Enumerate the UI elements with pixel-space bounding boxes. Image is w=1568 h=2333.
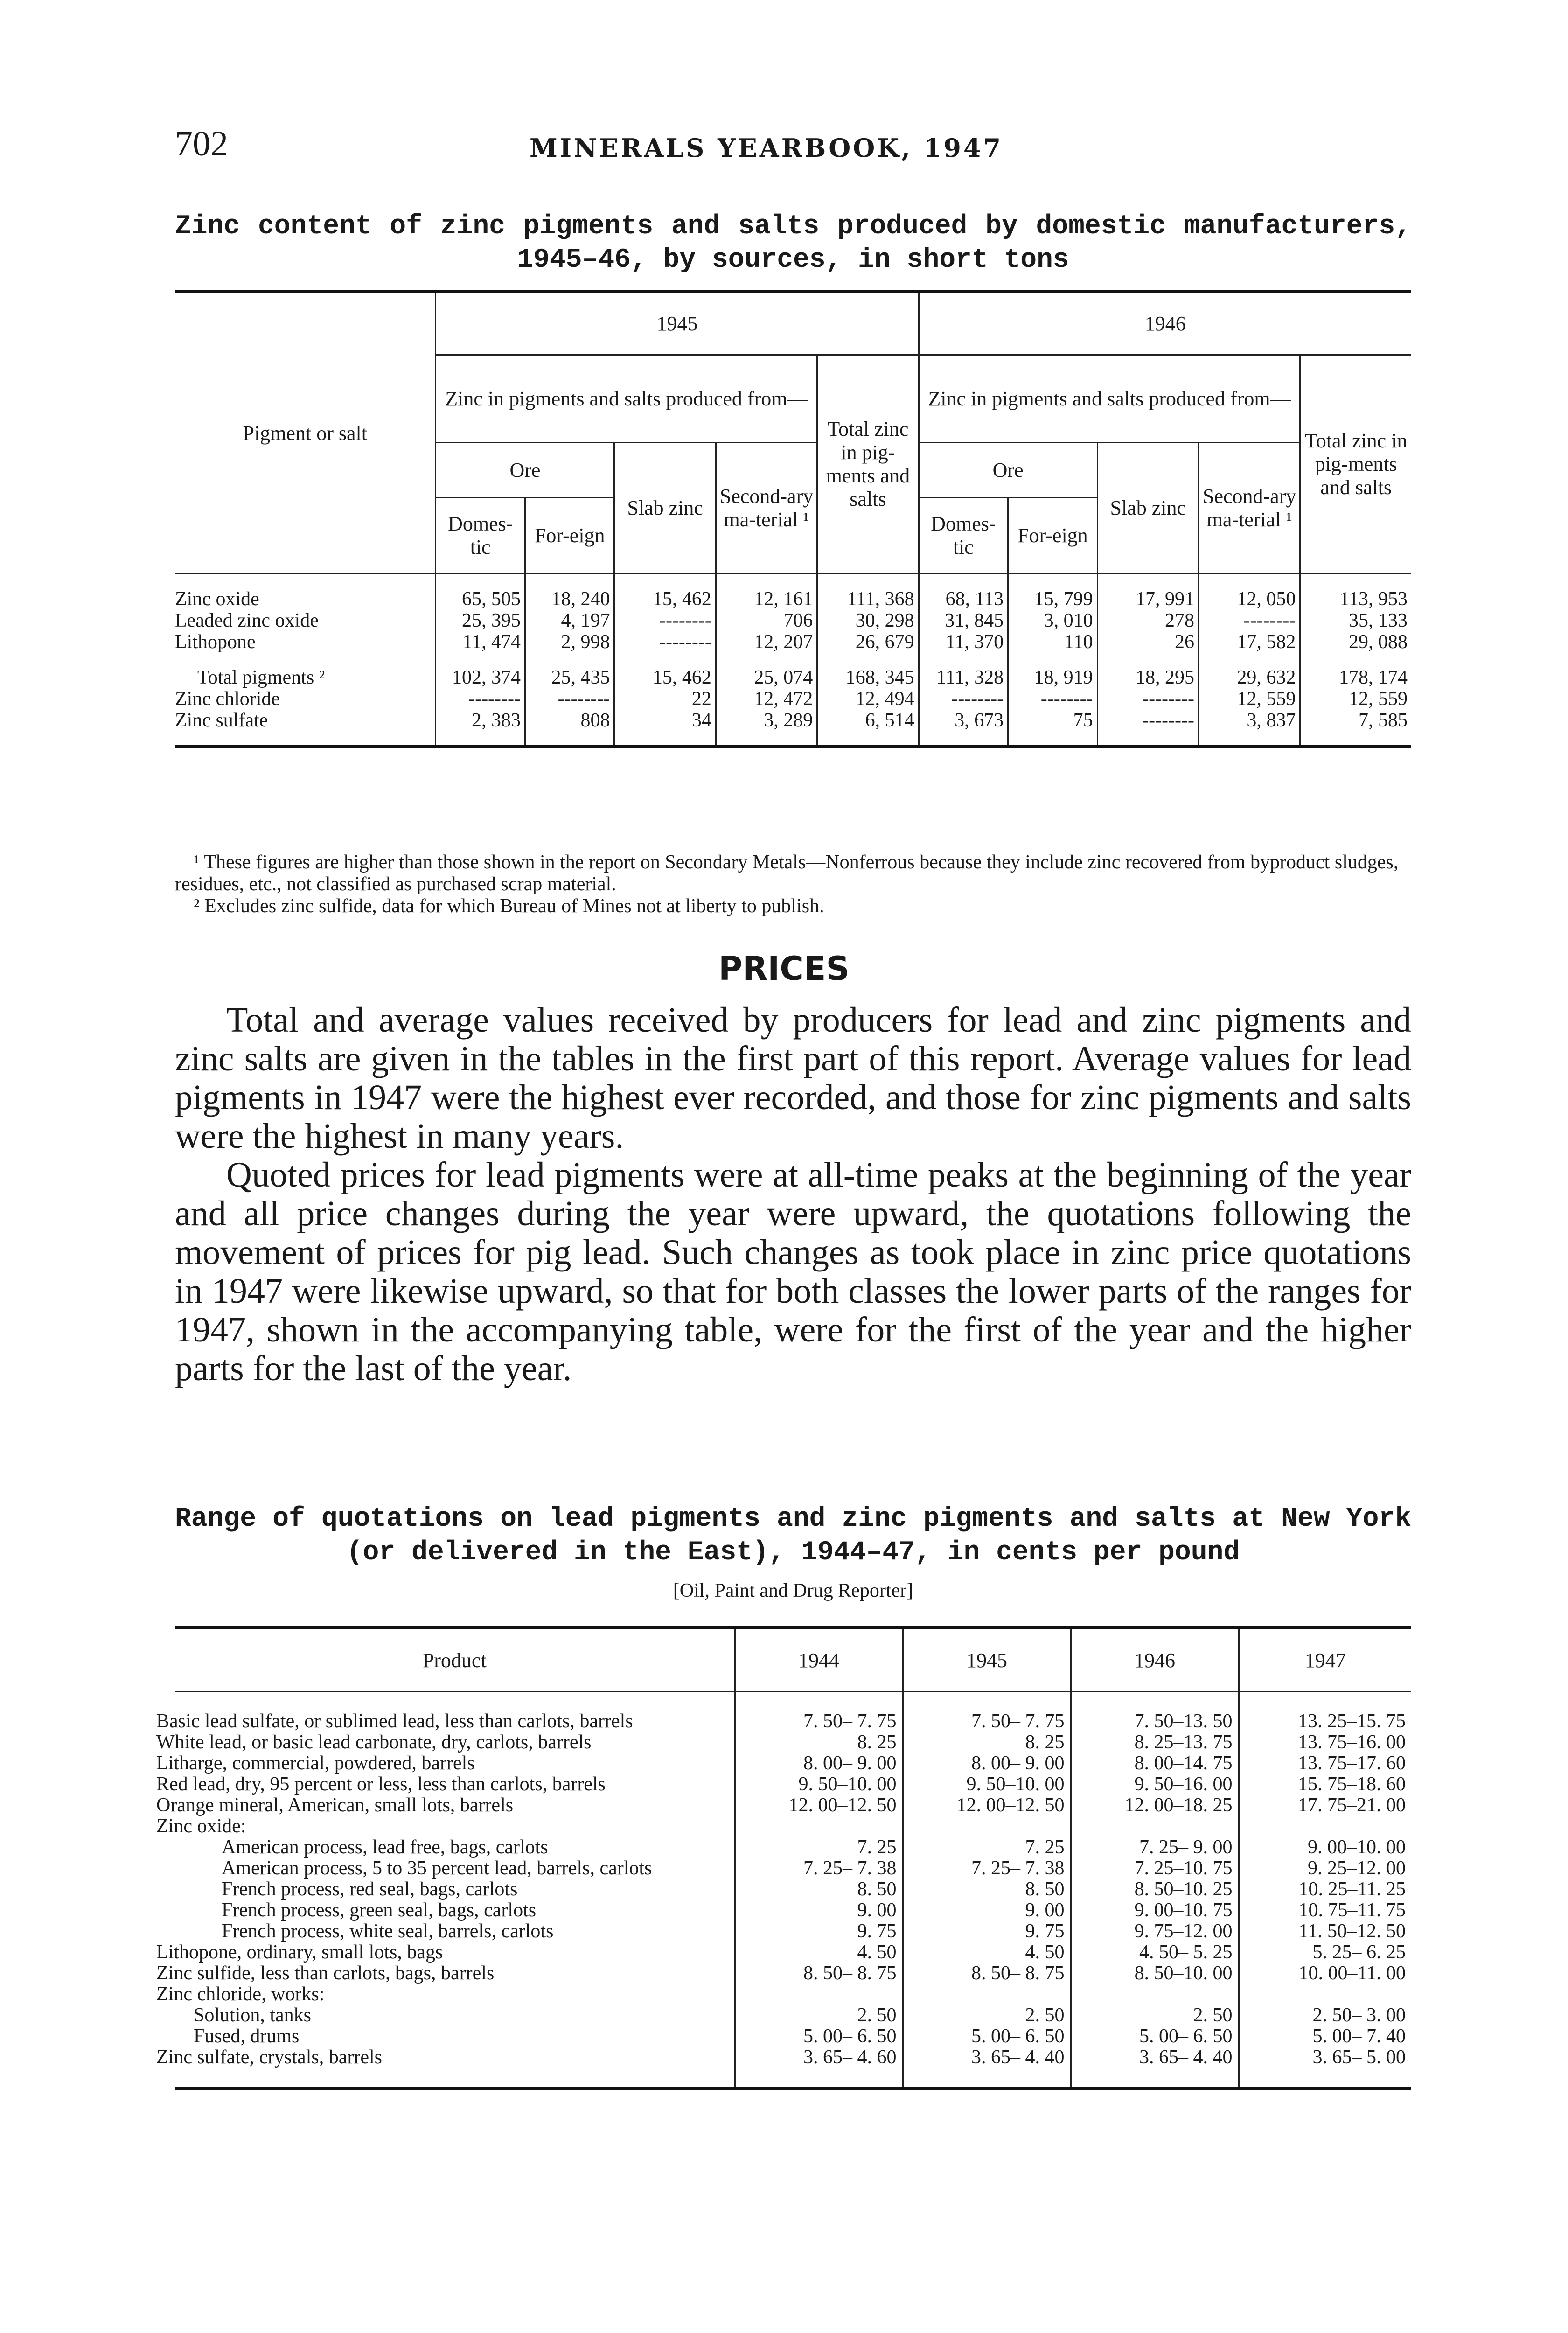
table-row [175,1963,1411,1984]
row-label: Zinc oxide [175,588,436,610]
table-row [175,1858,1411,1879]
price-cell: 8. 25 [735,1732,903,1753]
table-row [175,1816,1411,1837]
price-cell: 13. 75–17. 60 [1298,1753,1406,1774]
price-cell: 11. 50–12. 50 [1298,1921,1406,1942]
product-header: Product [175,1628,735,1692]
table-cell: 25, 074 [716,667,817,688]
price-cell: 15. 75–18. 60 [1298,1774,1406,1795]
table-row [175,2005,1411,2026]
table-cell: 4, 197 [525,610,614,631]
price-cell: 12. 00–12. 50 [903,1795,1071,1816]
table-row [175,2047,1411,2089]
table-cell: 18, 295 [1097,667,1199,688]
paragraph-2: Quoted prices for lead pigments were at all-time peaks at the beginning of the year and all price changes during the year were upward, the quotations following the movement of prices for pig lead. Such changes as took place in zinc price quotations in 1947 were likewise upward, so that for both classes the lower parts of the ranges for 1947, shown in the accompanying table, were for the first of the year and the higher parts for the last of the year. [175,1155,1411,1388]
table-cell: 111, 328 [919,667,1008,688]
price-cell: 5. 00– 6. 50 [903,2026,1071,2047]
table-cell: 34 [614,710,716,747]
price-cell: 9. 50–10. 00 [903,1774,1071,1795]
table-cell: 178, 174 [1339,667,1408,688]
price-cell: 7. 25 [903,1837,1071,1858]
secondary-header-1946: Second-ary ma-terial ¹ [1199,443,1300,574]
row-label: Leaded zinc oxide [175,610,436,631]
table-row [175,1984,1411,2005]
table-cell: -------- [919,688,1008,710]
row-label: Total pigments ² [175,667,436,688]
price-cell: 8. 00– 9. 00 [903,1753,1071,1774]
page-header [175,124,1411,170]
price-cell: 9. 75–12. 00 [1071,1921,1239,1942]
table-row [175,1837,1411,1858]
table-cell: 35, 133 [1349,610,1408,631]
table-cell: 168, 345 [817,667,919,688]
table-cell: 30, 298 [817,610,919,631]
product-name: Lithopone, ordinary, small lots, bags [175,1942,735,1963]
table-cell: 12, 161 [716,588,817,610]
table-cell: 22 [614,688,716,710]
price-cell: 4. 50 [903,1942,1071,1963]
price-cell: 12. 00–18. 25 [1071,1795,1239,1816]
price-cell: 8. 50 [903,1879,1071,1900]
table2-caption-line2: (or delivered in the East), 1944–47, in cents per pound [346,1537,1240,1568]
table-row [175,688,1411,710]
table-cell: 17, 991 [1097,588,1199,610]
table-cell: 3, 673 [919,710,1008,747]
table-cell: 3, 010 [1008,610,1098,631]
price-cell: 9. 00–10. 75 [1071,1900,1239,1921]
spacer-row [175,574,1411,589]
table1-caption-line1: Zinc content of zinc pigments and salts produced by domestic manufacturers, [175,211,1411,242]
table2-caption-line1: Range of quotations on lead pigments and zinc pigments and salts at New York [175,1504,1411,1534]
table-cell: -------- [1097,688,1199,710]
price-cell: 3. 65– 4. 40 [1071,2047,1239,2089]
table-cell: -------- [614,631,716,653]
price-cell: 8. 25–13. 75 [1071,1732,1239,1753]
price-cell: 13. 25–15. 75 [1298,1711,1406,1732]
price-cell [1239,1816,1411,1837]
product-name: American process, 5 to 35 percent lead, barrels, carlots [175,1858,735,1879]
table-row [175,1732,1411,1753]
price-cell: 9. 50–16. 00 [1071,1774,1239,1795]
table-cell: 12, 050 [1199,588,1300,610]
price-cell: 7. 50–13. 50 [1071,1692,1239,1732]
price-cell [1071,1984,1239,2005]
row-label: Zinc sulfate [175,710,436,747]
product-name: Basic lead sulfate, or sublimed lead, less than carlots, barrels [175,1692,735,1732]
table-cell: 68, 113 [919,588,1008,610]
slab-header-1946: Slab zinc [1097,443,1199,574]
product-name: Zinc sulfate, crystals, barrels [175,2047,735,2089]
product-name: Zinc oxide: [175,1816,735,1837]
price-cell: 10. 25–11. 25 [1298,1879,1406,1900]
table-cell: 15, 799 [1008,588,1098,610]
price-cell: 10. 75–11. 75 [1298,1900,1406,1921]
price-cell: 13. 75–16. 00 [1298,1732,1406,1753]
price-cell: 7. 25–10. 75 [1071,1858,1239,1879]
price-cell: 7. 25 [735,1837,903,1858]
table-cell: 25, 435 [525,667,614,688]
table-cell: -------- [1097,710,1199,747]
price-cell: 9. 75 [903,1921,1071,1942]
table-cell: 15, 462 [614,667,716,688]
price-cell: 9. 00 [903,1900,1071,1921]
domestic-header-1946: Domes-tic [919,498,1008,574]
table-cell: 29, 088 [1349,631,1408,653]
table2-source: [Oil, Paint and Drug Reporter] [673,1580,913,1601]
table-cell: 12, 494 [817,688,919,710]
year-1945-header: 1945 [436,292,919,355]
stub-header: Pigment or salt [175,292,436,574]
table-row [175,1753,1411,1774]
running-title: MINERALS YEARBOOK, 1947 [530,133,1004,163]
page-number: 702 [175,124,228,163]
price-cell: 7. 50– 7. 75 [903,1692,1071,1732]
table-cell: 113, 953 [1339,588,1408,610]
table-cell: -------- [525,688,614,710]
price-cell: 9. 00 [735,1900,903,1921]
foreign-header-1946: For-eign [1008,498,1098,574]
table-cell: 11, 474 [436,631,525,653]
table-cell: 102, 374 [436,667,525,688]
table-row [175,1774,1411,1795]
price-cell: 5. 00– 6. 50 [1071,2026,1239,2047]
product-name: Fused, drums [175,2026,735,2047]
price-cell: 9. 00–10. 00 [1308,1837,1406,1858]
table-cell: 2, 383 [436,710,525,747]
zinc-content-table [175,290,1411,748]
year-1947-header: 1947 [1239,1628,1411,1692]
table1-footnotes [175,852,1411,917]
table-cell: -------- [1199,610,1300,631]
table-cell: 12, 559 [1199,688,1300,710]
table-row [175,1942,1411,1963]
table-cell: 26, 679 [817,631,919,653]
spacer-row [175,653,1411,667]
price-cell: 8. 25 [903,1732,1071,1753]
table-cell: 15, 462 [614,588,716,610]
body-text [175,1001,1411,1388]
table-cell: 12, 559 [1349,688,1408,710]
price-cell: 8. 50 [735,1879,903,1900]
table-cell: 6, 514 [817,710,919,747]
produced-from-header-1945: Zinc in pigments and salts produced from— [436,355,817,443]
slab-header-1945: Slab zinc [614,443,716,574]
table-row [175,631,1411,653]
price-cell: 7. 25– 9. 00 [1071,1837,1239,1858]
product-name: Litharge, commercial, powdered, barrels [175,1753,735,1774]
total-header-1945: Total zinc in pig-ments and salts [817,355,919,574]
table-cell: 3, 289 [716,710,817,747]
table-cell: 18, 919 [1008,667,1098,688]
price-cell: 4. 50– 5. 25 [1071,1942,1239,1963]
table1-caption [175,210,1411,277]
table-cell: 278 [1097,610,1199,631]
ore-header-1946: Ore [919,443,1097,498]
table-cell: 18, 240 [525,588,614,610]
price-cell [1071,1816,1239,1837]
product-name: White lead, or basic lead carbonate, dry, carlots, barrels [175,1732,735,1753]
row-label: Zinc chloride [175,688,436,710]
price-cell: 12. 00–12. 50 [735,1795,903,1816]
product-name: French process, white seal, barrels, carlots [175,1921,735,1942]
year-1946-header: 1946 [1071,1628,1239,1692]
table-cell: 17, 582 [1199,631,1300,653]
table-row [175,1900,1411,1921]
table-cell: 111, 368 [817,588,919,610]
table-cell: 11, 370 [919,631,1008,653]
price-cell: 8. 00– 9. 00 [735,1753,903,1774]
secondary-header-1945: Second-ary ma-terial ¹ [716,443,817,574]
table-row [175,588,1411,610]
price-cell: 8. 00–14. 75 [1071,1753,1239,1774]
price-cell: 2. 50 [735,2005,903,2026]
table-row [175,1921,1411,1942]
price-cell: 8. 50– 8. 75 [903,1963,1071,1984]
price-cell [1239,1984,1411,2005]
table-row [175,1795,1411,1816]
price-cell [735,1816,903,1837]
product-name: Orange mineral, American, small lots, barrels [175,1795,735,1816]
table-cell: 808 [525,710,614,747]
price-cell: 9. 75 [735,1921,903,1942]
domestic-header-1945: Domes-tic [436,498,525,574]
table-cell: 26 [1097,631,1199,653]
price-quotations-table-body [156,1692,1411,2089]
price-cell [903,1816,1071,1837]
table-cell: 7, 585 [1300,710,1411,747]
table-cell: 2, 998 [525,631,614,653]
table-cell: 75 [1008,710,1098,747]
total-header-1946: Total zinc in pig-ments and salts [1300,355,1411,574]
table-cell: 25, 395 [436,610,525,631]
price-cell: 10. 00–11. 00 [1298,1963,1406,1984]
section-heading: PRICES [718,950,850,988]
price-cell: 3. 65– 5. 00 [1239,2047,1411,2089]
price-cell: 2. 50– 3. 00 [1312,2005,1406,2026]
table-cell: 12, 472 [716,688,817,710]
product-name: Red lead, dry, 95 percent or less, less than carlots, barrels [175,1774,735,1795]
price-cell: 8. 50–10. 00 [1071,1963,1239,1984]
table-row [175,2026,1411,2047]
product-name: French process, green seal, bags, carlots [175,1900,735,1921]
price-cell: 5. 25– 6. 25 [1312,1942,1406,1963]
price-cell: 4. 50 [735,1942,903,1963]
table-row [175,710,1411,747]
price-cell: 9. 25–12. 00 [1308,1858,1406,1879]
price-cell: 7. 25– 7. 38 [735,1858,903,1879]
table-cell: -------- [1008,688,1098,710]
table-cell: -------- [436,688,525,710]
price-cell: 3. 65– 4. 60 [735,2047,903,2089]
price-cell: 8. 50– 8. 75 [735,1963,903,1984]
table-cell: 29, 632 [1199,667,1300,688]
table-row [175,610,1411,631]
paragraph-1: Total and average values received by producers for lead and zinc pigments and zinc salts are given in the tables in the first part of this report. Average values for lead pigments in 1947 were the highest ever recorded, and those for zinc pigments and salts were the highest in many years. [175,1000,1411,1156]
product-name: Solution, tanks [175,2005,735,2026]
table-cell: 110 [1008,631,1098,653]
price-cell [735,1984,903,2005]
table-cell: -------- [614,610,716,631]
table-row [175,1692,1411,1732]
product-name: American process, lead free, bags, carlots [175,1837,735,1858]
table1-caption-line2: 1945–46, by sources, in short tons [517,245,1069,275]
table-cell: 12, 207 [716,631,817,653]
price-quotations-table [156,1626,1411,2090]
year-1944-header: 1944 [735,1628,903,1692]
price-cell: 7. 50– 7. 75 [735,1692,903,1732]
price-cell: 9. 50–10. 00 [735,1774,903,1795]
table-cell: 31, 845 [919,610,1008,631]
price-cell: 2. 50 [1071,2005,1239,2026]
price-cell: 7. 25– 7. 38 [903,1858,1071,1879]
row-label: Lithopone [175,631,436,653]
footnote-1: ¹ These figures are higher than those shown in the report on Secondary Metals—Nonferrous because they include zinc recovered from byproduct sludges, residues, etc., not classified as purchased scrap material. [175,852,1399,895]
table2-caption [175,1502,1411,1570]
table-row [175,1879,1411,1900]
ore-header-1945: Ore [436,443,614,498]
price-cell: 5. 00– 7. 40 [1312,2026,1406,2047]
table-row [175,667,1411,688]
foreign-header-1945: For-eign [525,498,614,574]
year-1945-header: 1945 [903,1628,1071,1692]
zinc-content-table-body [175,574,1411,747]
produced-from-header-1946: Zinc in pigments and salts produced from— [919,355,1300,443]
table-cell: 3, 837 [1199,710,1300,747]
year-1946-header: 1946 [919,292,1411,355]
price-cell: 17. 75–21. 00 [1298,1795,1406,1816]
price-cell: 2. 50 [903,2005,1071,2026]
table-cell: 706 [716,610,817,631]
product-name: Zinc chloride, works: [175,1984,735,2005]
price-cell: 5. 00– 6. 50 [735,2026,903,2047]
price-cell [903,1984,1071,2005]
price-cell: 3. 65– 4. 40 [903,2047,1071,2089]
product-name: Zinc sulfide, less than carlots, bags, barrels [175,1963,735,1984]
table-cell: 65, 505 [436,588,525,610]
price-cell: 8. 50–10. 25 [1071,1879,1239,1900]
product-name: French process, red seal, bags, carlots [175,1879,735,1900]
footnote-2: ² Excludes zinc sulfide, data for which Bureau of Mines not at liberty to publish. [194,895,824,917]
